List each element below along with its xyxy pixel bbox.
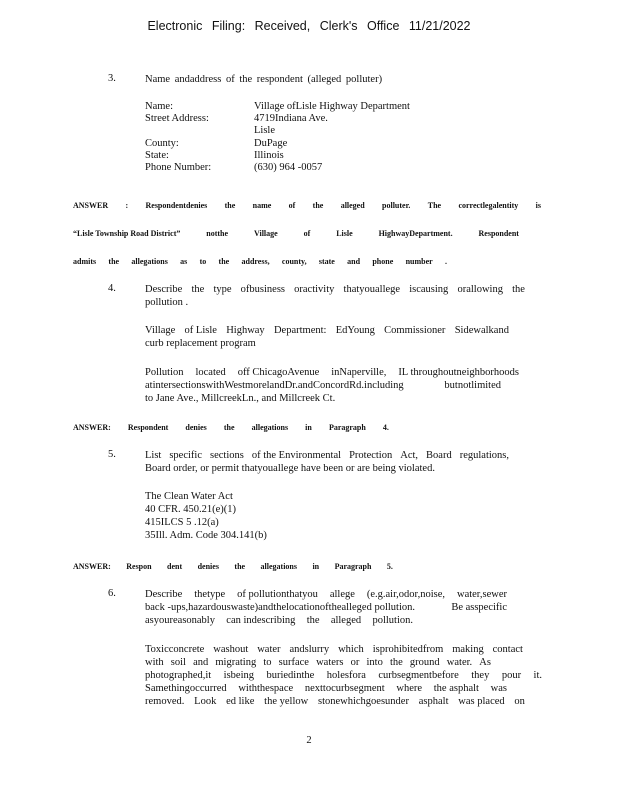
filing-header: Electronic Filing: Received, Clerk's Office 11/21/2022 bbox=[147, 19, 471, 33]
word: regulations, bbox=[459, 450, 509, 461]
word: Paragraph bbox=[328, 423, 366, 432]
word: the asphalt bbox=[433, 683, 479, 694]
word: 5. bbox=[386, 562, 393, 571]
word: oractivity bbox=[294, 284, 335, 295]
word: number bbox=[405, 257, 433, 266]
word: contact bbox=[492, 644, 523, 655]
word: Pollution bbox=[145, 367, 184, 378]
word: address, bbox=[241, 257, 270, 266]
field-label: Street Address: bbox=[145, 113, 209, 125]
text-line bbox=[145, 614, 413, 627]
word: as bbox=[180, 257, 188, 266]
word: List bbox=[145, 450, 162, 461]
word: Respondent bbox=[127, 423, 169, 432]
word: dent bbox=[167, 562, 183, 571]
word: atintersectionswithWestmorelandDr.andConcordRd.including bbox=[145, 380, 404, 391]
item-6-number: 6. bbox=[108, 588, 116, 599]
word: Highway bbox=[226, 325, 265, 336]
word: the bbox=[389, 657, 403, 668]
word: in bbox=[312, 562, 320, 571]
word: specific bbox=[169, 450, 202, 461]
word: into bbox=[366, 657, 383, 668]
word: water,sewer bbox=[456, 589, 507, 600]
word: of pollutionthatyou bbox=[237, 589, 318, 600]
word: with bbox=[145, 657, 164, 668]
word: and bbox=[193, 657, 209, 668]
text-line bbox=[145, 669, 542, 682]
word: The bbox=[427, 201, 442, 210]
law-item: 415ILCS 5 .12(a) bbox=[145, 517, 219, 528]
word: pollution. bbox=[372, 615, 413, 626]
word: located bbox=[195, 367, 226, 378]
word: in bbox=[305, 423, 312, 432]
word: the bbox=[312, 201, 324, 210]
word: type bbox=[213, 284, 232, 295]
word: the bbox=[306, 615, 320, 626]
word: which bbox=[338, 644, 364, 655]
word: water bbox=[257, 644, 281, 655]
word: the yellow bbox=[264, 696, 309, 707]
text-line bbox=[145, 366, 519, 379]
word: allege bbox=[329, 589, 355, 600]
word: making bbox=[452, 644, 484, 655]
word: nexttocurbsegment bbox=[304, 683, 385, 694]
word: ground bbox=[409, 657, 440, 668]
respondent-fields bbox=[145, 101, 410, 174]
word: it. bbox=[533, 670, 542, 681]
word: denies bbox=[197, 562, 219, 571]
word: Sidewalkand bbox=[454, 325, 509, 336]
word: ANSWER: bbox=[73, 562, 111, 571]
word: the bbox=[512, 284, 525, 295]
item-5-number: 5. bbox=[108, 449, 116, 460]
word: name bbox=[252, 201, 272, 210]
word: can indescribing bbox=[226, 615, 296, 626]
item-4-question bbox=[145, 283, 525, 309]
word: Board bbox=[426, 450, 452, 461]
word: isprohibitedfrom bbox=[372, 644, 444, 655]
word: pour bbox=[501, 670, 522, 681]
word: : bbox=[125, 201, 129, 210]
field-label: Phone Number: bbox=[145, 162, 212, 174]
text-line bbox=[145, 283, 525, 296]
word: polluter. bbox=[382, 201, 411, 210]
word: where bbox=[396, 683, 423, 694]
answer-5 bbox=[73, 562, 393, 571]
word: Describe bbox=[145, 589, 183, 600]
word: Paragraph bbox=[334, 562, 372, 571]
word: allegations bbox=[131, 257, 168, 266]
word: removed. bbox=[145, 696, 185, 707]
word: (e.g.air,odor,noise, bbox=[366, 589, 446, 600]
word: the bbox=[108, 257, 120, 266]
text-line bbox=[145, 379, 501, 392]
word: or bbox=[350, 657, 360, 668]
word: of bbox=[303, 229, 311, 238]
word: Act, bbox=[400, 450, 419, 461]
answer-3-line-3 bbox=[73, 257, 447, 266]
word: allegations bbox=[251, 423, 289, 432]
field-label: Name: bbox=[145, 101, 173, 112]
word: withthespace bbox=[238, 683, 294, 694]
field-value: Lisle bbox=[254, 125, 275, 137]
word: ANSWER: bbox=[73, 423, 111, 432]
word: Village bbox=[253, 229, 278, 238]
word: they bbox=[471, 670, 490, 681]
field-value: (630) 964 -0057 bbox=[254, 162, 323, 174]
field-label bbox=[145, 125, 254, 137]
word: stonewhichgoesunder bbox=[317, 696, 409, 707]
item-3-question: Name andaddress of the respondent (alleged polluter) bbox=[145, 74, 383, 85]
word: waters bbox=[316, 657, 344, 668]
law-item: The Clean Water Act bbox=[145, 491, 233, 502]
word: . bbox=[444, 257, 447, 266]
word: the bbox=[224, 201, 236, 210]
item-4-location bbox=[145, 366, 519, 405]
word: isbeing bbox=[223, 670, 255, 681]
word: asphalt bbox=[418, 696, 449, 707]
word: Be asspecific bbox=[451, 602, 507, 613]
word: Respondentdenies bbox=[145, 201, 208, 210]
text-line: curb replacement program bbox=[145, 338, 256, 349]
word: As bbox=[479, 657, 491, 668]
word: thetype bbox=[194, 589, 226, 600]
word: the bbox=[223, 423, 235, 432]
word: “Lisle Township Road District” bbox=[73, 229, 181, 238]
field-value: 4719Indiana Ave. bbox=[254, 113, 328, 125]
word: thatyouallege bbox=[343, 284, 401, 295]
word: of the Environmental bbox=[251, 450, 342, 461]
word: phone bbox=[372, 257, 394, 266]
item-5-question bbox=[145, 449, 509, 475]
word: HighwayDepartment. bbox=[378, 229, 453, 238]
word: of bbox=[288, 201, 296, 210]
word: Look bbox=[194, 696, 217, 707]
word: notthe bbox=[206, 229, 229, 238]
word: alleged bbox=[340, 201, 365, 210]
text-line: Board order, or permit thatyouallege have been or are being violated. bbox=[145, 463, 435, 474]
answer-3-line-1 bbox=[73, 201, 541, 210]
word: to bbox=[199, 257, 207, 266]
text-line bbox=[145, 695, 525, 708]
word: sections bbox=[210, 450, 244, 461]
word: curbsegmentbefore bbox=[378, 670, 459, 681]
word: county, bbox=[281, 257, 307, 266]
field-value: Village ofLisle Highway Department bbox=[254, 101, 410, 112]
word: iscausing bbox=[409, 284, 449, 295]
text-line bbox=[145, 449, 509, 462]
item-4-number: 4. bbox=[108, 283, 116, 294]
word: Describe bbox=[145, 284, 183, 295]
word: butnotlimited bbox=[444, 380, 501, 391]
item-6-question bbox=[145, 588, 507, 627]
word: Respon bbox=[126, 562, 152, 571]
word: IL throughoutneighborhoods bbox=[398, 367, 519, 378]
answer-4 bbox=[73, 423, 389, 432]
word: Respondent bbox=[478, 229, 519, 238]
word: off ChicagoAvenue bbox=[237, 367, 320, 378]
word: correctlegalentity bbox=[458, 201, 519, 210]
text-line bbox=[145, 324, 509, 337]
word: migrating bbox=[215, 657, 257, 668]
word: ed like bbox=[226, 696, 255, 707]
word: the bbox=[218, 257, 230, 266]
text-line bbox=[145, 656, 491, 669]
item-4-business bbox=[145, 324, 509, 350]
word: the bbox=[191, 284, 205, 295]
word: the bbox=[234, 562, 246, 571]
field-value: DuPage bbox=[254, 137, 288, 149]
word: on bbox=[514, 696, 525, 707]
word: inNaperville, bbox=[331, 367, 387, 378]
word: admits bbox=[73, 257, 97, 266]
word: buriedinthe bbox=[266, 670, 315, 681]
law-item: 40 CFR. 450.21(e)(1) bbox=[145, 504, 236, 515]
word: to bbox=[263, 657, 272, 668]
text-line: to Jane Ave., MillcreekLn., and Millcreek Ct. bbox=[145, 393, 336, 404]
word: orallowing bbox=[457, 284, 503, 295]
word: and bbox=[347, 257, 361, 266]
word: was bbox=[490, 683, 507, 694]
word: soil bbox=[170, 657, 186, 668]
word: water. bbox=[446, 657, 473, 668]
word: of Lisle bbox=[184, 325, 217, 336]
text-line bbox=[145, 643, 523, 656]
word: ANSWER bbox=[73, 201, 109, 210]
word: Protection bbox=[349, 450, 393, 461]
word: holesfora bbox=[326, 670, 366, 681]
word: Department: bbox=[273, 325, 327, 336]
word: Lisle bbox=[336, 229, 353, 238]
word: ofbusiness bbox=[240, 284, 285, 295]
word: Samethingoccurred bbox=[145, 683, 227, 694]
field-label: County: bbox=[145, 137, 179, 149]
answer-3-line-2 bbox=[73, 229, 519, 238]
page-number: 2 bbox=[306, 735, 312, 746]
word: 4. bbox=[382, 423, 389, 432]
text-line: pollution . bbox=[145, 297, 189, 308]
law-item: 35Ill. Adm. Code 304.141(b) bbox=[145, 530, 267, 541]
field-label: State: bbox=[145, 149, 169, 161]
item-3-number: 3. bbox=[108, 73, 116, 84]
word: photographed,it bbox=[145, 670, 212, 681]
text-line bbox=[145, 601, 507, 614]
word: Village bbox=[145, 325, 176, 336]
violated-laws-list bbox=[145, 490, 525, 542]
text-line bbox=[145, 588, 507, 601]
field-value: Illinois bbox=[254, 149, 284, 161]
word: washout bbox=[213, 644, 249, 655]
word: state bbox=[318, 257, 335, 266]
word: asyoureasonably bbox=[145, 615, 215, 626]
word: denies bbox=[185, 423, 207, 432]
word: EdYoung bbox=[335, 325, 375, 336]
text-line bbox=[145, 682, 507, 695]
word: allegations bbox=[260, 562, 297, 571]
word: surface bbox=[278, 657, 309, 668]
word: back -ups,hazardouswaste)andthelocationofthealleged pollution. bbox=[145, 602, 415, 613]
word: Toxicconcrete bbox=[145, 644, 205, 655]
word: andslurry bbox=[289, 644, 330, 655]
item-6-description bbox=[145, 643, 542, 708]
word: alleged bbox=[330, 615, 362, 626]
word: Commissioner bbox=[384, 325, 446, 336]
word: was placed bbox=[458, 696, 505, 707]
word: is bbox=[535, 201, 541, 210]
